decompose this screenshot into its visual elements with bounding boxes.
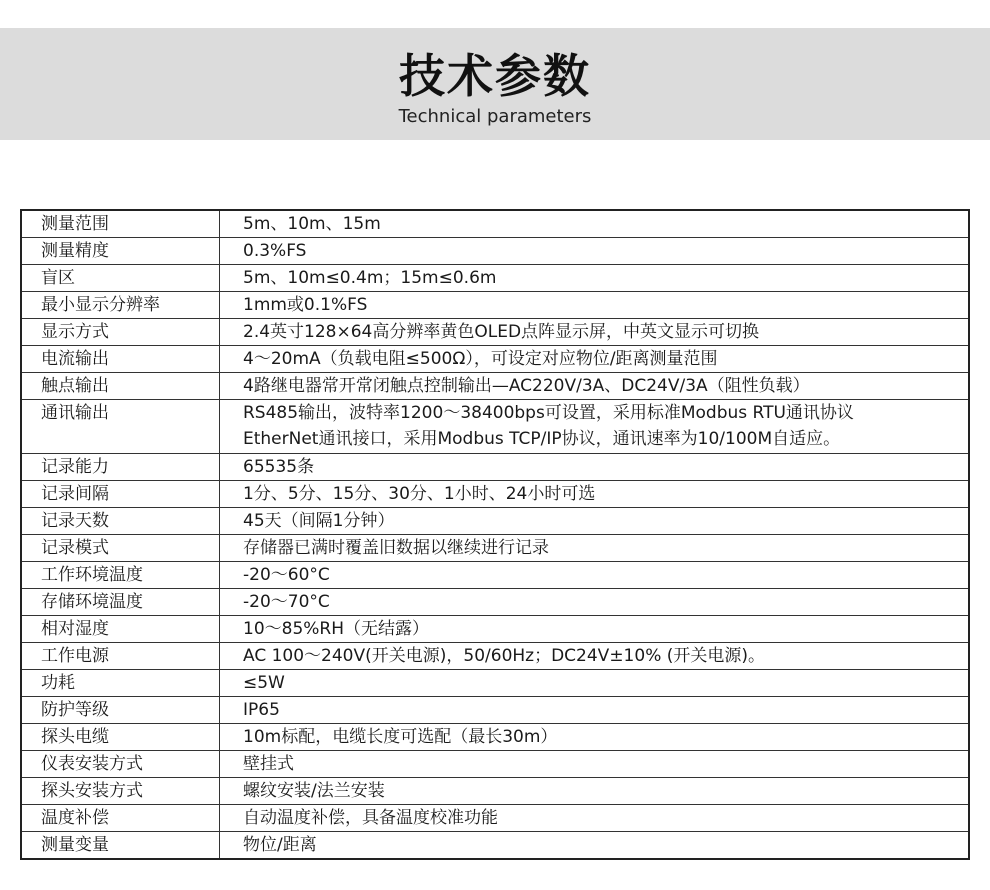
- spec-value: [220, 319, 970, 346]
- spec-table-body: [21, 210, 969, 859]
- spec-value: [220, 265, 970, 292]
- table-row: [21, 292, 969, 319]
- spec-value: [220, 643, 970, 670]
- spec-value-line: -20～70°C: [243, 592, 330, 612]
- spec-value: [220, 346, 970, 373]
- spec-value-line: ≤5W: [243, 673, 285, 693]
- table-row: [21, 670, 969, 697]
- table-row: [21, 589, 969, 616]
- spec-label: 最小显示分辨率: [21, 292, 220, 319]
- table-row: [21, 210, 969, 238]
- spec-value: [220, 210, 970, 238]
- spec-label: 功耗: [21, 670, 220, 697]
- table-row: [21, 724, 969, 751]
- spec-label: 测量变量: [21, 832, 220, 860]
- table-row: [21, 481, 969, 508]
- table-row: [21, 400, 969, 454]
- spec-value-line: EtherNet通讯接口，采用Modbus TCP/IP协议，通讯速率为10/100M自适应。: [243, 429, 841, 449]
- spec-value-line: RS485输出，波特率1200～38400bps可设置，采用标准Modbus RTU通讯协议: [243, 403, 854, 423]
- table-row: [21, 238, 969, 265]
- spec-value: [220, 535, 970, 562]
- spec-value: [220, 832, 970, 860]
- spec-value-line: 10～85%RH（无结露）: [243, 619, 430, 639]
- spec-table: [20, 209, 970, 860]
- spec-value-line: 存储器已满时覆盖旧数据以继续进行记录: [243, 538, 549, 558]
- spec-label: 工作环境温度: [21, 562, 220, 589]
- spec-label: 触点输出: [21, 373, 220, 400]
- spec-value-line: 65535条: [243, 457, 315, 477]
- table-row: [21, 454, 969, 481]
- spec-value: [220, 589, 970, 616]
- spec-value-line: 4路继电器常开常闭触点控制输出—AC220V/3A、DC24V/3A（阻性负载）: [243, 376, 810, 396]
- spec-value: [220, 778, 970, 805]
- table-row: [21, 535, 969, 562]
- spec-label: 测量精度: [21, 238, 220, 265]
- spec-value-line: 1mm或0.1%FS: [243, 295, 368, 315]
- spec-value: [220, 400, 970, 454]
- spec-value: [220, 562, 970, 589]
- spec-value-line: 2.4英寸128×64高分辨率黄色OLED点阵显示屏，中英文显示可切换: [243, 322, 760, 342]
- spec-value-line: 5m、10m、15m: [243, 214, 381, 234]
- spec-value-line: 壁挂式: [243, 754, 294, 774]
- table-row: [21, 319, 969, 346]
- spec-value: [220, 616, 970, 643]
- spec-value: [220, 292, 970, 319]
- table-row: [21, 346, 969, 373]
- spec-label: 工作电源: [21, 643, 220, 670]
- spec-value: [220, 373, 970, 400]
- table-row: [21, 265, 969, 292]
- page-title: 技术参数: [399, 49, 591, 103]
- spec-label: 防护等级: [21, 697, 220, 724]
- spec-value: [220, 805, 970, 832]
- spec-value: [220, 454, 970, 481]
- spec-label: 温度补偿: [21, 805, 220, 832]
- spec-value-line: 1分、5分、15分、30分、1小时、24小时可选: [243, 484, 596, 504]
- table-row: [21, 508, 969, 535]
- spec-label: 记录模式: [21, 535, 220, 562]
- spec-value: [220, 481, 970, 508]
- table-row: [21, 778, 969, 805]
- table-row: [21, 562, 969, 589]
- table-row: [21, 697, 969, 724]
- spec-value-line: 物位/距离: [243, 835, 317, 855]
- spec-value: [220, 697, 970, 724]
- page-subtitle: Technical parameters: [398, 106, 592, 127]
- spec-value: [220, 751, 970, 778]
- spec-value: [220, 238, 970, 265]
- spec-label: 探头电缆: [21, 724, 220, 751]
- spec-label: 记录天数: [21, 508, 220, 535]
- spec-label: 记录能力: [21, 454, 220, 481]
- spec-label: 电流输出: [21, 346, 220, 373]
- spec-label: 探头安装方式: [21, 778, 220, 805]
- spec-value-line: -20～60°C: [243, 565, 330, 585]
- spec-value-line: 45天（间隔1分钟）: [243, 511, 395, 531]
- table-row: [21, 616, 969, 643]
- spec-value-line: 5m、10m≤0.4m；15m≤0.6m: [243, 268, 497, 288]
- table-row: [21, 751, 969, 778]
- spec-value: [220, 508, 970, 535]
- table-row: [21, 805, 969, 832]
- spec-label: 记录间隔: [21, 481, 220, 508]
- spec-label: 仪表安装方式: [21, 751, 220, 778]
- spec-label: 测量范围: [21, 210, 220, 238]
- spec-label: 存储环境温度: [21, 589, 220, 616]
- spec-label: 相对湿度: [21, 616, 220, 643]
- spec-label: 显示方式: [21, 319, 220, 346]
- spec-value-line: AC 100～240V(开关电源)，50/60Hz；DC24V±10% (开关电源)。: [243, 646, 766, 666]
- spec-label: 盲区: [21, 265, 220, 292]
- spec-label: 通讯输出: [21, 400, 220, 454]
- spec-value-line: IP65: [243, 700, 280, 720]
- spec-value-line: 螺纹安装/法兰安装: [243, 781, 385, 801]
- spec-value-line: 0.3%FS: [243, 241, 307, 261]
- spec-value-line: 自动温度补偿，具备温度校准功能: [243, 808, 498, 828]
- spec-value-line: 4～20mA（负载电阻≤500Ω），可设定对应物位/距离测量范围: [243, 349, 718, 369]
- spec-value-line: 10m标配，电缆长度可选配（最长30m）: [243, 727, 558, 747]
- table-row: [21, 373, 969, 400]
- spec-value: [220, 670, 970, 697]
- table-row: [21, 643, 969, 670]
- spec-value: [220, 724, 970, 751]
- table-row: [21, 832, 969, 860]
